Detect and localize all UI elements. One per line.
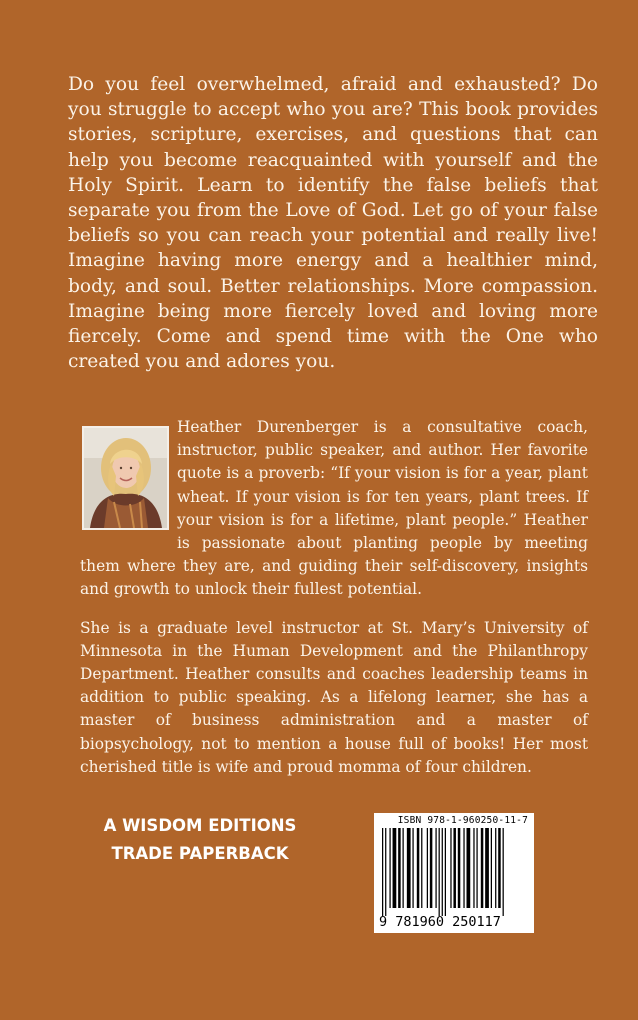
barcode-bar bbox=[389, 828, 390, 908]
barcode-bar bbox=[385, 828, 386, 916]
barcode-bar bbox=[476, 828, 477, 908]
barcode-bar bbox=[427, 828, 428, 908]
barcode-bar bbox=[467, 828, 471, 908]
barcode-bar bbox=[450, 828, 451, 908]
barcode-bar bbox=[473, 828, 474, 908]
barcode-bar bbox=[435, 828, 436, 908]
barcode-bar bbox=[495, 828, 496, 908]
barcode-bar bbox=[481, 828, 484, 908]
barcode-bar bbox=[439, 828, 440, 916]
barcode-bar bbox=[430, 828, 433, 908]
isbn-digits: 9 781960 250117 bbox=[379, 914, 501, 930]
author-bio-paragraph-2: She is a graduate level instructor at St. Mary’s University of Minnesota in the Human Development and the Philanthropy Department. Heather consults and coaches leadership teams in addition to public speaking. As a lifelong learner, she has a master of business administration and a master of biopsychology, not to mention a house full of books! Her most cherished title is wife and proud momma of four children. bbox=[80, 618, 588, 776]
barcode-bar bbox=[407, 828, 411, 908]
barcode-bar bbox=[503, 828, 504, 916]
barcode-bar bbox=[442, 828, 443, 916]
author-portrait-icon bbox=[84, 428, 167, 528]
barcode-bar bbox=[398, 828, 401, 908]
barcode-bar bbox=[463, 828, 464, 908]
imprint-line-2: TRADE PAPERBACK bbox=[111, 844, 289, 863]
barcode-bar bbox=[458, 828, 461, 908]
barcode-bar bbox=[491, 828, 492, 908]
isbn-label: ISBN 978-1-960250-11-7 bbox=[397, 815, 528, 826]
barcode-bar bbox=[445, 828, 446, 916]
imprint-line-1: A WISDOM EDITIONS bbox=[103, 816, 297, 835]
isbn-barcode bbox=[374, 813, 534, 933]
barcode-bars-icon bbox=[378, 828, 530, 916]
author-photo bbox=[82, 426, 169, 530]
barcode-bar bbox=[403, 828, 404, 908]
barcode-bar bbox=[412, 828, 413, 908]
barcode-bar bbox=[382, 828, 383, 916]
barcode-bar bbox=[417, 828, 420, 908]
barcode-bar bbox=[485, 828, 489, 908]
author-bio bbox=[80, 416, 588, 779]
barcode-bar bbox=[393, 828, 397, 908]
author-bio-paragraph-1: Heather Durenberger is a consultative coach, instructor, public speaker, and author. Her favorite quote is a proverb: “If your vision is for a year, plant wheat. If your vision is for ten years, plant trees. If your vision is for a lifetime, plant people.” Heather is passionate about planting people by meeting them where they are, and guiding their self-discovery, insights and growth to unlock their fullest potential. bbox=[80, 418, 588, 599]
barcode-bar bbox=[421, 828, 422, 908]
back-cover-blurb: Do you feel overwhelmed, afraid and exhausted? Do you struggle to accept who you are? This book provides stories, scripture, exercises, and questions that can help you become reacquainted with yourself and the Holy Spirit. Learn to identify the false beliefs that separate you from the Love of God. Let go of your false beliefs so you can reach your potential and really live! Imagine having more energy and a healthier mind, body, and soul. Better relationships. More compassion. Imagine being more fiercely loved and loving more fiercely. Come and spend time with the One who created you and adores you. bbox=[68, 74, 598, 373]
barcode-bar bbox=[453, 828, 456, 908]
barcode-bar bbox=[498, 828, 501, 908]
imprint-label bbox=[100, 812, 300, 868]
